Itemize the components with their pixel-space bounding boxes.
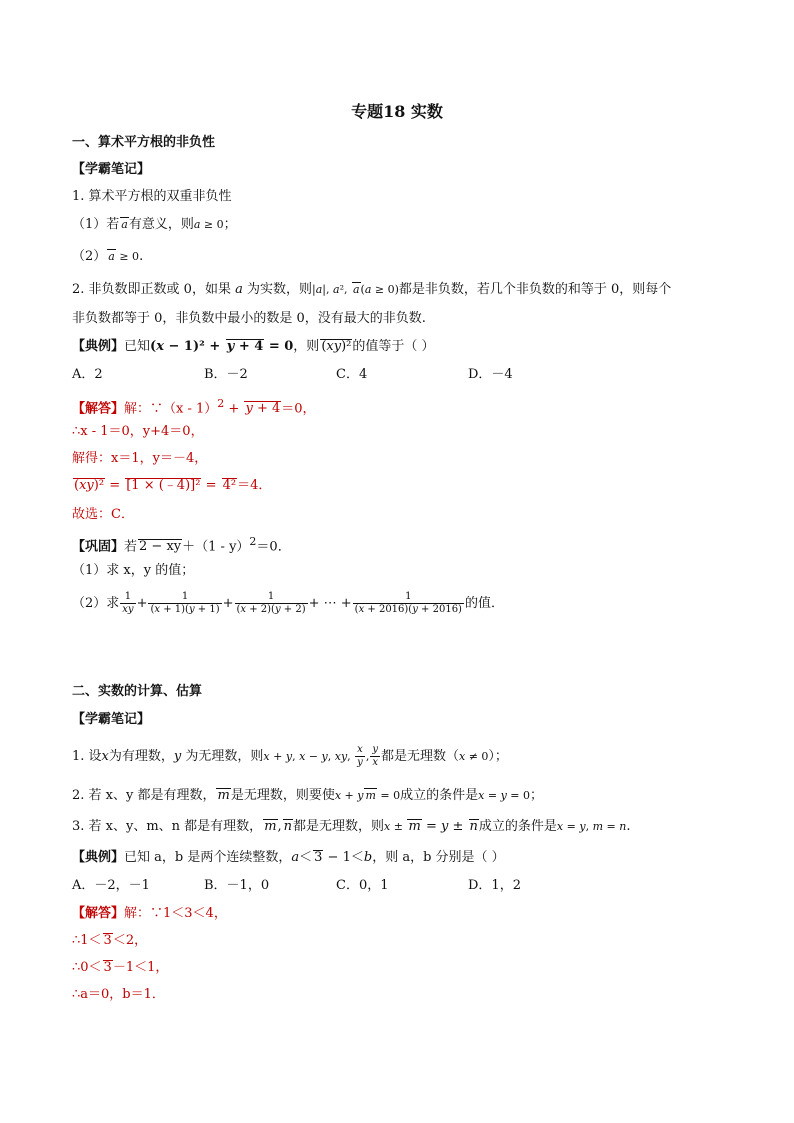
example-1-options — [72, 366, 600, 384]
option-b[interactable]: B．－2 — [204, 367, 248, 382]
option-a[interactable]: A．2 — [72, 367, 103, 382]
example-2: 【典例】已知 a，b 是两个连续整数，a＜ 3 − 1＜b，则 a，b 分别是（ ） — [72, 850, 505, 865]
solution-1-line-3: 解得：x＝1，y＝－4， — [72, 451, 208, 466]
section-2-heading: 二、实数的计算、估算 — [72, 684, 203, 699]
example-1: 【典例】已知(x − 1)² + y + 4 = 0，则 (xy)²的值等于（ ） — [72, 339, 435, 354]
section-1-notes-tag: 【学霸笔记】 — [72, 162, 151, 177]
solution-1-line-2: ∴x - 1＝0，y+4＝0， — [72, 424, 204, 439]
note-2-2: 2. 若 x、y 都是有理数， m是无理数，则要使x + y m = 0成立的条件是x = y = 0； — [72, 788, 544, 803]
section-1-heading: 一、算术平方根的非负性 — [72, 135, 216, 150]
option-b[interactable]: B．－1，0 — [204, 878, 270, 893]
solution-2-line-4: ∴a＝0，b＝1． — [72, 987, 165, 1002]
note-1: 1. 算术平方根的双重非负性 — [72, 189, 232, 204]
note-2-3: 3. 若 x、y、m、n 都是有理数， m, n都是无理数，则x ± m = y ± n成立的条件是x = y, m = n. — [72, 819, 631, 834]
option-d[interactable]: D．1，2 — [468, 878, 521, 893]
consolidate-1: 【巩固】若 2 − xy＋（1 - y）$^2$＝0． — [72, 535, 291, 555]
solution-1-line-5: 故选：C． — [72, 507, 134, 522]
consolidate-1-q1: （1）求 x，y 的值； — [72, 563, 195, 578]
example-2-options — [72, 877, 600, 895]
solution-1-line-4: (xy)² = [1 × (﹣4)]² = 4²＝4． — [74, 478, 272, 493]
solution-2-line-3: ∴0＜ 3－1＜1， — [72, 960, 169, 975]
solution-2-line-1: 【解答】解：∵1＜3＜4， — [72, 906, 227, 921]
option-a[interactable]: A．－2，－1 — [72, 878, 150, 893]
page-title: 专题18 实数 — [351, 102, 443, 121]
option-c[interactable]: C．0，1 — [336, 878, 389, 893]
note-1b: （2） a ≥ 0. — [72, 249, 144, 264]
solution-2-line-2: ∴1＜ 3＜2， — [72, 933, 148, 948]
note-2-1: 1. 设x为有理数，y 为无理数，则x + y, x − y, xy, $\frac{x}{y}$ , $\frac{y}{x}$ 都是无理数（x ≠ 0）； — [72, 744, 508, 768]
consolidate-1-q2: （2）求 $\frac{1}{xy}$ + $\frac{1}{(x + 1)(y + 1)}$ + $\frac{1}{(x + 2)(y + 2)}$ + ⋯ + $\frac{1}{(x + 2016)(y + 2016)}$ 的值． — [72, 591, 504, 615]
option-d[interactable]: D．－4 — [468, 367, 513, 382]
solution-1-line-1: 【解答】解：∵（x - 1）$^2$ + y + 4＝0， — [72, 397, 316, 417]
note-2-line-2: 非负数都等于 0，非负数中最小的数是 0，没有最大的非负数. — [72, 311, 426, 326]
note-1a: （1）若 a有意义，则a ≥ 0； — [72, 217, 237, 232]
section-2-notes-tag: 【学霸笔记】 — [72, 712, 151, 727]
option-c[interactable]: C．4 — [336, 367, 368, 382]
note-2-line-1: 2. 非负数即正数或 0，如果 a 为实数，则|a|, a², a(a ≥ 0)都是非负数，若几个非负数的和等于 0，则每个 — [72, 282, 672, 297]
